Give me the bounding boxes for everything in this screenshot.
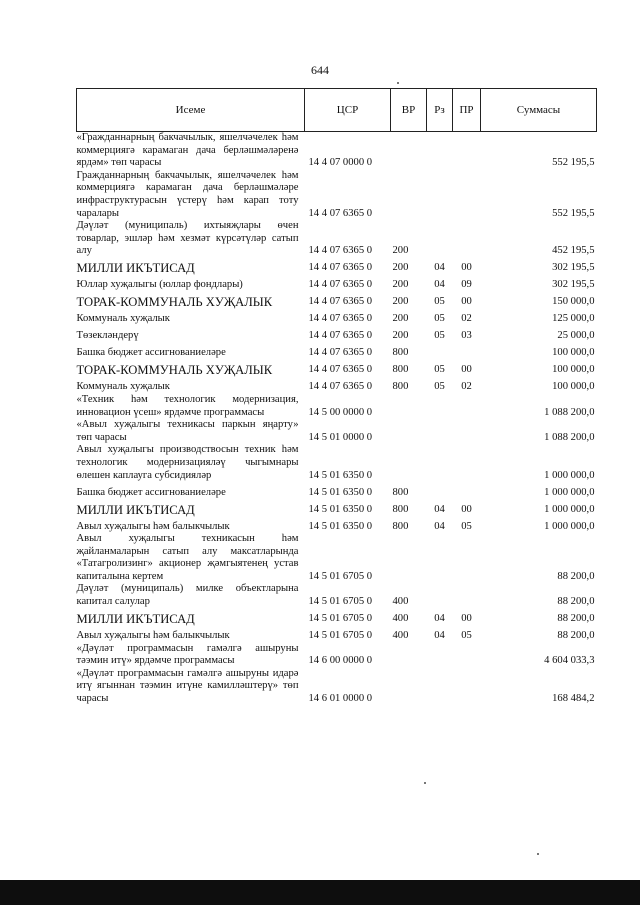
cell-pr: 00 xyxy=(461,613,472,625)
cell-pr xyxy=(453,132,481,170)
cell-name: ТОРАК-КОММУНАЛЬ ХУҖАЛЫК xyxy=(76,363,273,378)
cell-csr: 14 4 07 6365 0 xyxy=(308,381,373,393)
table-row xyxy=(77,275,597,292)
cell-rz xyxy=(427,343,453,360)
cell-sum: 1 000 000,0 xyxy=(544,469,595,481)
table-row xyxy=(77,444,597,482)
cell-csr: 14 5 00 0000 0 xyxy=(308,406,373,418)
cell-vr: 800 xyxy=(392,347,409,359)
cell-sum: 1 000 000,0 xyxy=(544,486,595,498)
cell-vr: 200 xyxy=(392,245,409,257)
table-row xyxy=(77,609,597,626)
cell-sum: 1 088 200,0 xyxy=(544,406,595,418)
cell-sum: 125 000,0 xyxy=(552,313,595,325)
cell-vr xyxy=(391,643,427,668)
cell-sum: 88 200,0 xyxy=(557,596,595,608)
cell-csr: 14 4 07 6365 0 xyxy=(308,364,373,376)
cell-vr xyxy=(391,444,427,482)
cell-rz: 05 xyxy=(434,313,445,325)
cell-name: Дәүләт (муниципаль) милке объектларына капитал салулар xyxy=(76,583,299,608)
cell-vr: 800 xyxy=(392,381,409,393)
table-header-row xyxy=(77,89,597,132)
cell-rz: 04 xyxy=(434,279,445,291)
cell-pr: 02 xyxy=(461,381,472,393)
cell-csr: 14 5 01 6350 0 xyxy=(308,503,373,515)
cell-name: Коммуналь хуҗалык xyxy=(76,381,170,393)
cell-rz: 05 xyxy=(434,296,445,308)
page-number: 644 xyxy=(311,63,329,77)
table-row xyxy=(77,326,597,343)
cell-sum: 168 484,2 xyxy=(552,693,595,705)
cell-name: МИЛЛИ ИКЪТИСАД xyxy=(76,502,195,517)
cell-rz: 05 xyxy=(434,381,445,393)
cell-pr xyxy=(453,533,481,583)
cell-sum: 150 000,0 xyxy=(552,296,595,308)
cell-sum: 452 195,5 xyxy=(552,245,595,257)
cell-rz: 04 xyxy=(434,520,445,532)
cell-csr: 14 6 00 0000 0 xyxy=(308,655,373,667)
cell-name: Коммуналь хуҗалык xyxy=(76,313,170,325)
cell-rz xyxy=(427,533,453,583)
table-row xyxy=(77,394,597,419)
table-row xyxy=(77,292,597,309)
cell-name: Авыл хуҗалыгы техникасын һәм җайланмаларын сатып алу максатларында «Татагролизинг» акционер җәмгыятенең устав капиталына кертем xyxy=(76,533,299,582)
cell-sum: 1 000 000,0 xyxy=(544,520,595,532)
cell-vr: 200 xyxy=(392,262,409,274)
cell-rz: 05 xyxy=(434,364,445,376)
cell-vr: 400 xyxy=(392,596,409,608)
cell-vr: 800 xyxy=(392,486,409,498)
cell-pr: 03 xyxy=(461,330,472,342)
cell-csr: 14 4 07 6365 0 xyxy=(308,296,373,308)
cell-pr xyxy=(453,394,481,419)
table-row xyxy=(77,377,597,394)
table-row xyxy=(77,482,597,499)
header-name: Исеме xyxy=(77,89,305,132)
cell-rz: 04 xyxy=(434,613,445,625)
cell-name: Башка бюджет ассигнованиеләре xyxy=(76,486,226,498)
cell-vr: 800 xyxy=(392,520,409,532)
cell-sum: 302 195,5 xyxy=(552,262,595,274)
cell-pr xyxy=(453,482,481,499)
cell-name: ТОРАК-КОММУНАЛЬ ХУҖАЛЫК xyxy=(76,295,273,310)
cell-pr: 00 xyxy=(461,364,472,376)
cell-csr: 14 5 01 6705 0 xyxy=(308,613,373,625)
cell-vr: 400 xyxy=(392,613,409,625)
header-pr: ПР xyxy=(453,89,481,132)
cell-vr: 200 xyxy=(392,279,409,291)
cell-vr xyxy=(391,394,427,419)
cell-sum: 552 195,5 xyxy=(552,207,595,219)
cell-name: Юллар хуҗалыгы (юллар фондлары) xyxy=(76,279,243,291)
cell-csr: 14 4 07 0000 0 xyxy=(308,157,373,169)
header-sum: Суммасы xyxy=(481,89,597,132)
cell-name: Авыл хуҗалыгы һәм балыкчылык xyxy=(76,630,230,642)
cell-rz xyxy=(427,394,453,419)
cell-csr: 14 5 01 6350 0 xyxy=(308,520,373,532)
table-row xyxy=(77,343,597,360)
cell-rz xyxy=(427,170,453,220)
cell-vr: 200 xyxy=(392,313,409,325)
table-row xyxy=(77,360,597,377)
cell-rz: 04 xyxy=(434,503,445,515)
cell-name: Авыл хуҗалыгы һәм балыкчылык xyxy=(76,520,230,532)
table-row xyxy=(77,668,597,706)
cell-sum: 88 200,0 xyxy=(557,630,595,642)
table-row xyxy=(77,170,597,220)
cell-csr: 14 5 01 0000 0 xyxy=(308,431,373,443)
cell-csr: 14 4 07 6365 0 xyxy=(308,262,373,274)
cell-sum: 100 000,0 xyxy=(552,364,595,376)
cell-pr xyxy=(453,170,481,220)
cell-sum: 1 000 000,0 xyxy=(544,503,595,515)
cell-name: Башка бюджет ассигнованиеләре xyxy=(76,347,226,359)
cell-sum: 1 088 200,0 xyxy=(544,431,595,443)
cell-csr: 14 6 01 0000 0 xyxy=(308,693,373,705)
cell-pr: 00 xyxy=(461,503,472,515)
cell-vr: 200 xyxy=(392,296,409,308)
cell-csr: 14 4 07 6365 0 xyxy=(308,207,373,219)
cell-name: «Гражданнарның бакчачылык, яшелчәчелек һәм коммерциягә карамаган дача берләшмәләренә ярдәм» төп чарасы xyxy=(76,132,299,169)
cell-name: «Авыл хуҗалыгы техникасы паркын яңарту» төп чарасы xyxy=(76,419,299,443)
header-csr: ЦСР xyxy=(305,89,391,132)
cell-vr: 200 xyxy=(392,330,409,342)
cell-pr: 02 xyxy=(461,313,472,325)
table-row xyxy=(77,258,597,275)
cell-rz xyxy=(427,444,453,482)
table-row xyxy=(77,220,597,258)
cell-sum: 88 200,0 xyxy=(557,613,595,625)
table-row xyxy=(77,309,597,326)
cell-pr xyxy=(453,220,481,258)
cell-rz xyxy=(427,643,453,668)
cell-rz xyxy=(427,668,453,706)
cell-name: «Техник һәм технологик модернизация, инновацион үсеш» ярдәмче программасы xyxy=(76,393,299,418)
cell-pr: 05 xyxy=(461,520,472,532)
cell-pr xyxy=(453,444,481,482)
cell-pr xyxy=(453,419,481,444)
cell-sum: 302 195,5 xyxy=(552,279,595,291)
cell-vr xyxy=(391,533,427,583)
cell-pr: 00 xyxy=(461,296,472,308)
cell-sum: 25 000,0 xyxy=(557,330,595,342)
table-row xyxy=(77,583,597,608)
cell-pr xyxy=(453,668,481,706)
cell-name: МИЛЛИ ИКЪТИСАД xyxy=(76,612,195,627)
cell-rz xyxy=(427,132,453,170)
cell-name: «Дәүләт программасын гамәлгә ашыруны идарә итү ягыннан тәэмин итүне камилләштерү» төп чарасы xyxy=(76,667,299,705)
cell-vr: 800 xyxy=(392,503,409,515)
cell-sum: 100 000,0 xyxy=(552,347,595,359)
scan-bottom-border xyxy=(0,880,640,905)
table-row xyxy=(77,516,597,533)
table-row xyxy=(77,626,597,643)
scan-speck xyxy=(537,853,539,855)
table-row xyxy=(77,643,597,668)
cell-sum: 4 604 033,3 xyxy=(544,655,595,667)
cell-csr: 14 4 07 6365 0 xyxy=(308,330,373,342)
cell-name: Гражданнарның бакчачылык, яшелчәчелек һәм коммерциягә карамаган дача берләшмәләре инфраструктурасын үстерү һәм карап тоту чаралары xyxy=(76,169,299,219)
cell-rz xyxy=(427,220,453,258)
header-rz: Рз xyxy=(427,89,453,132)
cell-csr: 14 4 07 6365 0 xyxy=(308,347,373,359)
cell-vr: 400 xyxy=(392,630,409,642)
cell-csr: 14 5 01 6705 0 xyxy=(308,570,373,582)
cell-sum: 100 000,0 xyxy=(552,381,595,393)
cell-rz xyxy=(427,419,453,444)
cell-rz xyxy=(427,583,453,608)
cell-rz: 04 xyxy=(434,630,445,642)
table-row xyxy=(77,419,597,444)
cell-vr xyxy=(391,170,427,220)
cell-vr xyxy=(391,419,427,444)
cell-pr: 00 xyxy=(461,262,472,274)
cell-name: «Дәүләт программасын гамәлгә ашыруны тәэмин итү» ярдәмче программасы xyxy=(76,642,299,667)
cell-csr: 14 5 01 6705 0 xyxy=(308,596,373,608)
cell-pr: 09 xyxy=(461,279,472,291)
cell-rz xyxy=(427,482,453,499)
cell-name: Авыл хуҗалыгы производствосын техник һәм технологик модернизацияләү чыгымнары өлешен каплауга субсидияләр xyxy=(76,444,299,481)
cell-csr: 14 4 07 6365 0 xyxy=(308,313,373,325)
cell-csr: 14 4 07 6365 0 xyxy=(308,245,373,257)
cell-name: Төзекләндерү xyxy=(76,330,139,342)
cell-csr: 14 5 01 6350 0 xyxy=(308,469,373,481)
cell-csr: 14 5 01 6350 0 xyxy=(308,486,373,498)
table-row xyxy=(77,499,597,516)
cell-vr xyxy=(391,132,427,170)
budget-table xyxy=(76,88,597,706)
cell-vr: 800 xyxy=(392,364,409,376)
cell-pr xyxy=(453,583,481,608)
cell-pr xyxy=(453,343,481,360)
cell-vr xyxy=(391,668,427,706)
cell-sum: 552 195,5 xyxy=(552,157,595,169)
scan-speck xyxy=(397,82,399,84)
cell-rz: 05 xyxy=(434,330,445,342)
cell-pr xyxy=(453,643,481,668)
cell-sum: 88 200,0 xyxy=(557,570,595,582)
cell-name: МИЛЛИ ИКЪТИСАД xyxy=(76,261,195,276)
cell-rz: 04 xyxy=(434,262,445,274)
header-vr: ВР xyxy=(391,89,427,132)
cell-name: Дәүләт (муниципаль) ихтыяҗлары өчен товарлар, эшләр һәм хезмәт күрсәтүләр сатып алу xyxy=(76,220,299,257)
table-row xyxy=(77,132,597,170)
cell-csr: 14 5 01 6705 0 xyxy=(308,630,373,642)
scan-speck xyxy=(424,782,426,784)
cell-csr: 14 4 07 6365 0 xyxy=(308,279,373,291)
cell-pr: 05 xyxy=(461,630,472,642)
table-row xyxy=(77,533,597,583)
